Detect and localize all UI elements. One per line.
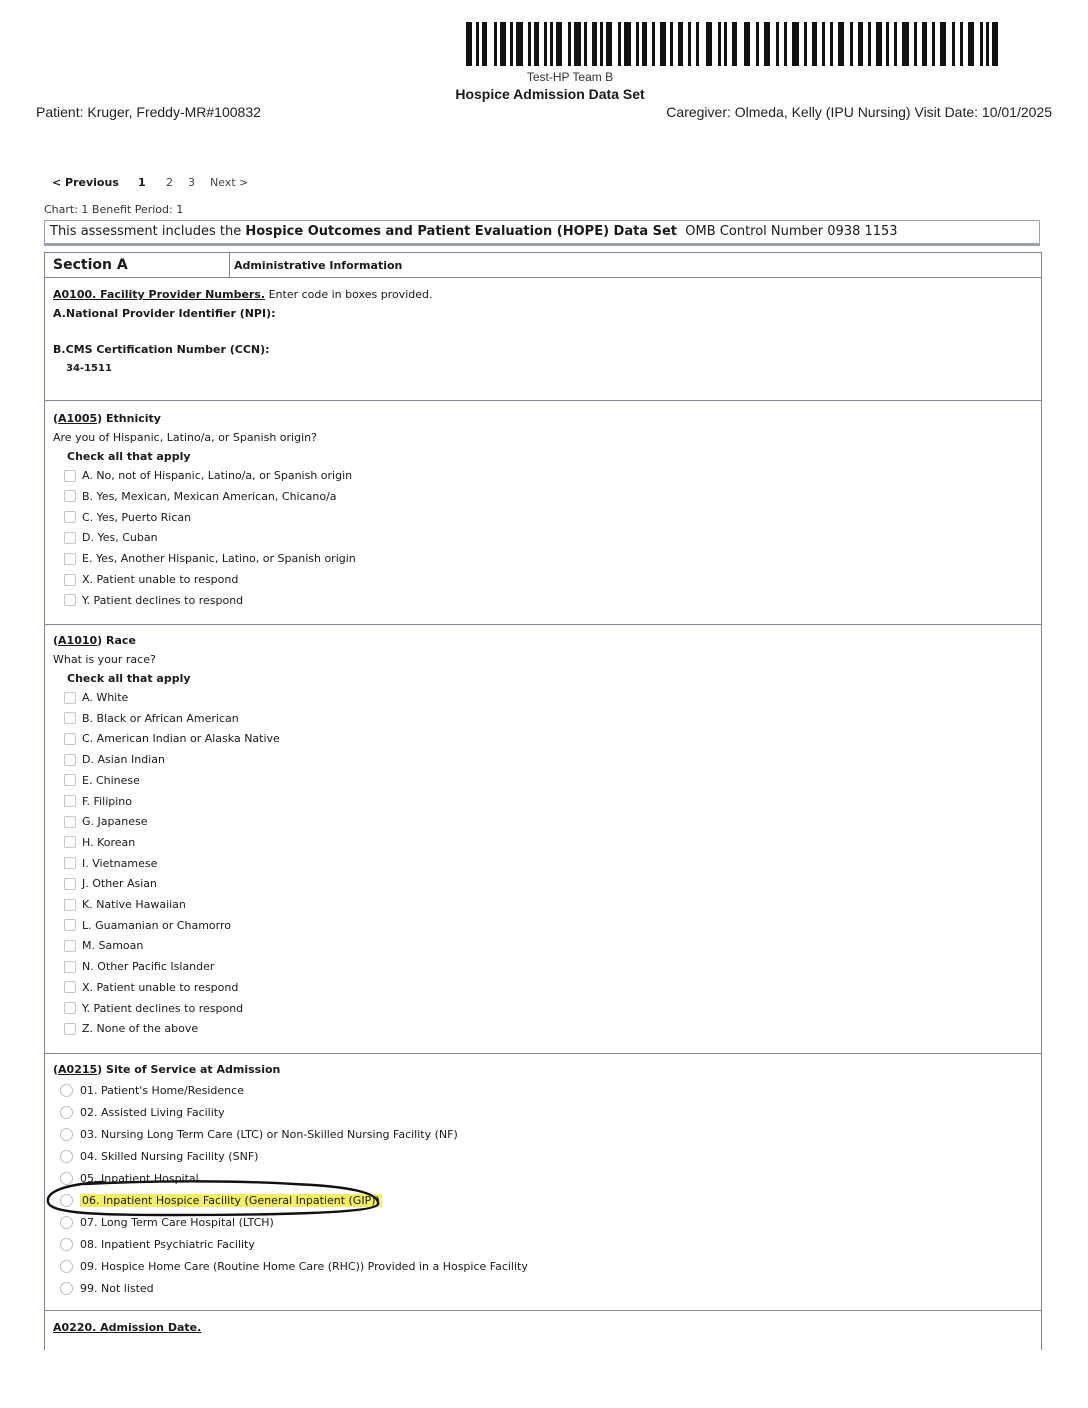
race-option-label: I. Vietnamese bbox=[82, 856, 158, 870]
race-option-label: Y. Patient declines to respond bbox=[82, 1001, 244, 1015]
a1010-question: What is your race? bbox=[53, 653, 156, 666]
pagination bbox=[52, 176, 248, 189]
divider bbox=[44, 1053, 1042, 1054]
race-option-label: N. Other Pacific Islander bbox=[82, 960, 215, 974]
race-option-label: X. Patient unable to respond bbox=[82, 980, 239, 994]
race-option[interactable] bbox=[64, 919, 231, 932]
ethnicity-option[interactable] bbox=[64, 573, 238, 586]
ethnicity-option[interactable] bbox=[64, 511, 191, 524]
checkbox[interactable] bbox=[64, 594, 76, 606]
organization-name: Test-HP Team B bbox=[526, 70, 614, 84]
checkbox[interactable] bbox=[64, 940, 76, 952]
race-option[interactable] bbox=[64, 732, 280, 745]
race-option-label: Z. None of the above bbox=[82, 1022, 199, 1036]
checkbox[interactable] bbox=[64, 532, 76, 544]
checkbox[interactable] bbox=[64, 981, 76, 993]
ethnicity-option-label: Y. Patient declines to respond bbox=[82, 593, 244, 607]
ccn-value: 34-1511 bbox=[66, 363, 112, 374]
site-of-service-option[interactable] bbox=[60, 1106, 225, 1119]
race-option-label: A. White bbox=[82, 691, 129, 704]
chart-benefit-info: Chart: 1 Benefit Period: 1 bbox=[44, 203, 184, 216]
site-of-service-option-label: 08. Inpatient Psychiatric Facility bbox=[80, 1238, 255, 1251]
site-of-service-option-label: 05. Inpatient Hospital bbox=[80, 1172, 199, 1185]
a1005-heading: (A1005) Ethnicity bbox=[53, 412, 161, 425]
race-option-label: G. Japanese bbox=[82, 815, 148, 829]
checkbox[interactable] bbox=[64, 816, 76, 828]
race-option[interactable] bbox=[64, 774, 140, 787]
race-option[interactable] bbox=[64, 898, 186, 911]
section-info: Administrative Information bbox=[234, 259, 403, 272]
a1005-title: Ethnicity bbox=[106, 412, 161, 425]
site-of-service-option[interactable] bbox=[60, 1150, 258, 1163]
patient-info: Patient: Kruger, Freddy-MR#100832 bbox=[36, 104, 261, 120]
race-option[interactable] bbox=[64, 795, 132, 808]
race-option-label: H. Korean bbox=[82, 835, 136, 849]
divider bbox=[44, 1310, 1042, 1311]
race-option[interactable] bbox=[64, 960, 214, 973]
race-option-label: L. Guamanian or Chamorro bbox=[82, 918, 231, 932]
ethnicity-option-label: B. Yes, Mexican, Mexican American, Chicano/a bbox=[82, 489, 337, 503]
site-of-service-option[interactable] bbox=[60, 1128, 458, 1141]
hope-notice-bold: Hospice Outcomes and Patient Evaluation (HOPE) Data Set bbox=[245, 224, 678, 239]
checkbox[interactable] bbox=[64, 1002, 76, 1014]
a1005-question: Are you of Hispanic, Latino/a, or Spanish origin? bbox=[53, 431, 317, 444]
ethnicity-option-label: X. Patient unable to respond bbox=[82, 573, 239, 586]
caregiver-info: Caregiver: Olmeda, Kelly (IPU Nursing) Visit Date: 10/01/2025 bbox=[666, 104, 1052, 120]
ethnicity-option-label: E. Yes, Another Hispanic, Latino, or Spanish origin bbox=[82, 552, 356, 566]
race-option-label: M. Samoan bbox=[82, 939, 144, 953]
a1010-title: Race bbox=[106, 634, 136, 647]
hope-notice-pre: This assessment includes the bbox=[50, 224, 242, 239]
checkbox[interactable] bbox=[64, 712, 76, 724]
a1010-code: A1010 bbox=[58, 634, 98, 647]
race-option[interactable] bbox=[64, 1022, 198, 1035]
page-1-link[interactable]: 1 bbox=[138, 176, 146, 189]
site-of-service-option[interactable] bbox=[60, 1260, 528, 1273]
npi-label: A.National Provider Identifier (NPI): bbox=[53, 307, 276, 320]
race-option[interactable] bbox=[64, 691, 128, 704]
race-option-label: E. Chinese bbox=[82, 773, 140, 787]
ccn-label: B.CMS Certification Number (CCN): bbox=[53, 343, 270, 356]
checkbox[interactable] bbox=[64, 754, 76, 766]
site-of-service-option[interactable] bbox=[60, 1282, 154, 1295]
ethnicity-option[interactable] bbox=[64, 531, 158, 544]
omb-control-number: OMB Control Number 0938 1153 bbox=[685, 224, 898, 239]
checkbox[interactable] bbox=[64, 899, 76, 911]
ethnicity-option[interactable] bbox=[64, 552, 356, 565]
race-option[interactable] bbox=[64, 815, 147, 828]
checkbox[interactable] bbox=[64, 878, 76, 890]
site-of-service-option-label: 03. Nursing Long Term Care (LTC) or Non-Skilled Nursing Facility (NF) bbox=[80, 1128, 458, 1141]
race-option[interactable] bbox=[64, 753, 165, 766]
checkbox[interactable] bbox=[64, 961, 76, 973]
document-title: Hospice Admission Data Set bbox=[455, 86, 645, 102]
a1005-code: A1005 bbox=[58, 412, 98, 425]
checkbox[interactable] bbox=[64, 574, 76, 586]
ethnicity-option-label: C. Yes, Puerto Rican bbox=[82, 510, 192, 524]
site-of-service-option-label: 02. Assisted Living Facility bbox=[80, 1106, 225, 1119]
ethnicity-option-label: D. Yes, Cuban bbox=[82, 531, 158, 545]
checkbox[interactable] bbox=[64, 733, 76, 745]
site-of-service-option-label: 99. Not listed bbox=[80, 1282, 154, 1295]
site-of-service-option[interactable] bbox=[60, 1084, 244, 1097]
ethnicity-option[interactable] bbox=[64, 594, 243, 607]
radio-button[interactable] bbox=[60, 1238, 73, 1251]
a0220-heading: A0220. Admission Date. bbox=[53, 1321, 202, 1334]
handwritten-circle-annotation bbox=[44, 1178, 380, 1218]
radio-button[interactable] bbox=[60, 1106, 73, 1119]
ethnicity-option[interactable] bbox=[64, 469, 352, 482]
checkbox[interactable] bbox=[64, 692, 76, 704]
a1005-check-all: Check all that apply bbox=[67, 450, 191, 463]
barcode bbox=[466, 22, 998, 66]
radio-button[interactable] bbox=[60, 1128, 73, 1141]
page-3-link[interactable]: 3 bbox=[188, 176, 195, 189]
checkbox[interactable] bbox=[64, 553, 76, 565]
checkbox[interactable] bbox=[64, 795, 76, 807]
a0100-code: A0100. Facility Provider Numbers. bbox=[53, 288, 266, 301]
site-of-service-option-label: 09. Hospice Home Care (Routine Home Care (RHC)) Provided in a Hospice Facility bbox=[80, 1260, 528, 1273]
race-option-label: D. Asian Indian bbox=[82, 753, 165, 767]
a0100-instruction: Enter code in boxes provided. bbox=[268, 288, 433, 301]
checkbox[interactable] bbox=[64, 919, 76, 931]
race-option-label: J. Other Asian bbox=[82, 877, 157, 891]
race-option[interactable] bbox=[64, 712, 239, 725]
race-option-label: B. Black or African American bbox=[82, 711, 239, 725]
race-option[interactable] bbox=[64, 981, 238, 994]
site-of-service-option-label: 07. Long Term Care Hospital (LTCH) bbox=[80, 1216, 274, 1229]
checkbox[interactable] bbox=[64, 774, 76, 786]
checkbox[interactable] bbox=[64, 490, 76, 502]
site-of-service-option-label: 04. Skilled Nursing Facility (SNF) bbox=[80, 1150, 259, 1163]
a0215-heading: (A0215) Site of Service at Admission bbox=[53, 1063, 281, 1076]
race-option-label: K. Native Hawaiian bbox=[82, 898, 186, 911]
checkbox[interactable] bbox=[64, 470, 76, 482]
radio-button[interactable] bbox=[60, 1150, 73, 1163]
radio-button[interactable] bbox=[60, 1260, 73, 1273]
a0100-heading bbox=[53, 288, 432, 301]
section-label: Section A bbox=[45, 253, 230, 277]
site-of-service-option-label: 01. Patient's Home/Residence bbox=[80, 1084, 244, 1097]
divider bbox=[44, 624, 1042, 625]
previous-page-link[interactable]: < Previous bbox=[52, 176, 119, 189]
checkbox[interactable] bbox=[64, 1023, 76, 1035]
radio-button[interactable] bbox=[60, 1282, 73, 1295]
race-option-label: C. American Indian or Alaska Native bbox=[82, 732, 280, 746]
a0215-code: A0215 bbox=[58, 1063, 98, 1076]
next-page-link[interactable]: Next > bbox=[210, 176, 249, 189]
ethnicity-option[interactable] bbox=[64, 490, 337, 503]
a1010-check-all: Check all that apply bbox=[67, 672, 191, 685]
checkbox[interactable] bbox=[64, 857, 76, 869]
hope-notice bbox=[44, 220, 1040, 246]
a0215-title: Site of Service at Admission bbox=[106, 1063, 281, 1076]
section-header bbox=[44, 252, 1042, 278]
race-option[interactable] bbox=[64, 836, 135, 849]
race-option[interactable] bbox=[64, 857, 157, 870]
race-option-label: F. Filipino bbox=[82, 794, 132, 808]
radio-button[interactable] bbox=[60, 1084, 73, 1097]
race-option[interactable] bbox=[64, 1002, 243, 1015]
divider bbox=[44, 400, 1042, 401]
checkbox[interactable] bbox=[64, 836, 76, 848]
race-option[interactable] bbox=[64, 939, 143, 952]
site-of-service-option-label: 06. Inpatient Hospice Facility (General Inpatient (GIP)) bbox=[82, 1194, 380, 1207]
a1010-heading: (A1010) Race bbox=[53, 634, 136, 647]
page-2-link[interactable]: 2 bbox=[166, 176, 173, 189]
ethnicity-option-label: A. No, not of Hispanic, Latino/a, or Spanish origin bbox=[82, 469, 353, 482]
site-of-service-option[interactable] bbox=[60, 1238, 255, 1251]
race-option[interactable] bbox=[64, 877, 157, 890]
checkbox[interactable] bbox=[64, 511, 76, 523]
